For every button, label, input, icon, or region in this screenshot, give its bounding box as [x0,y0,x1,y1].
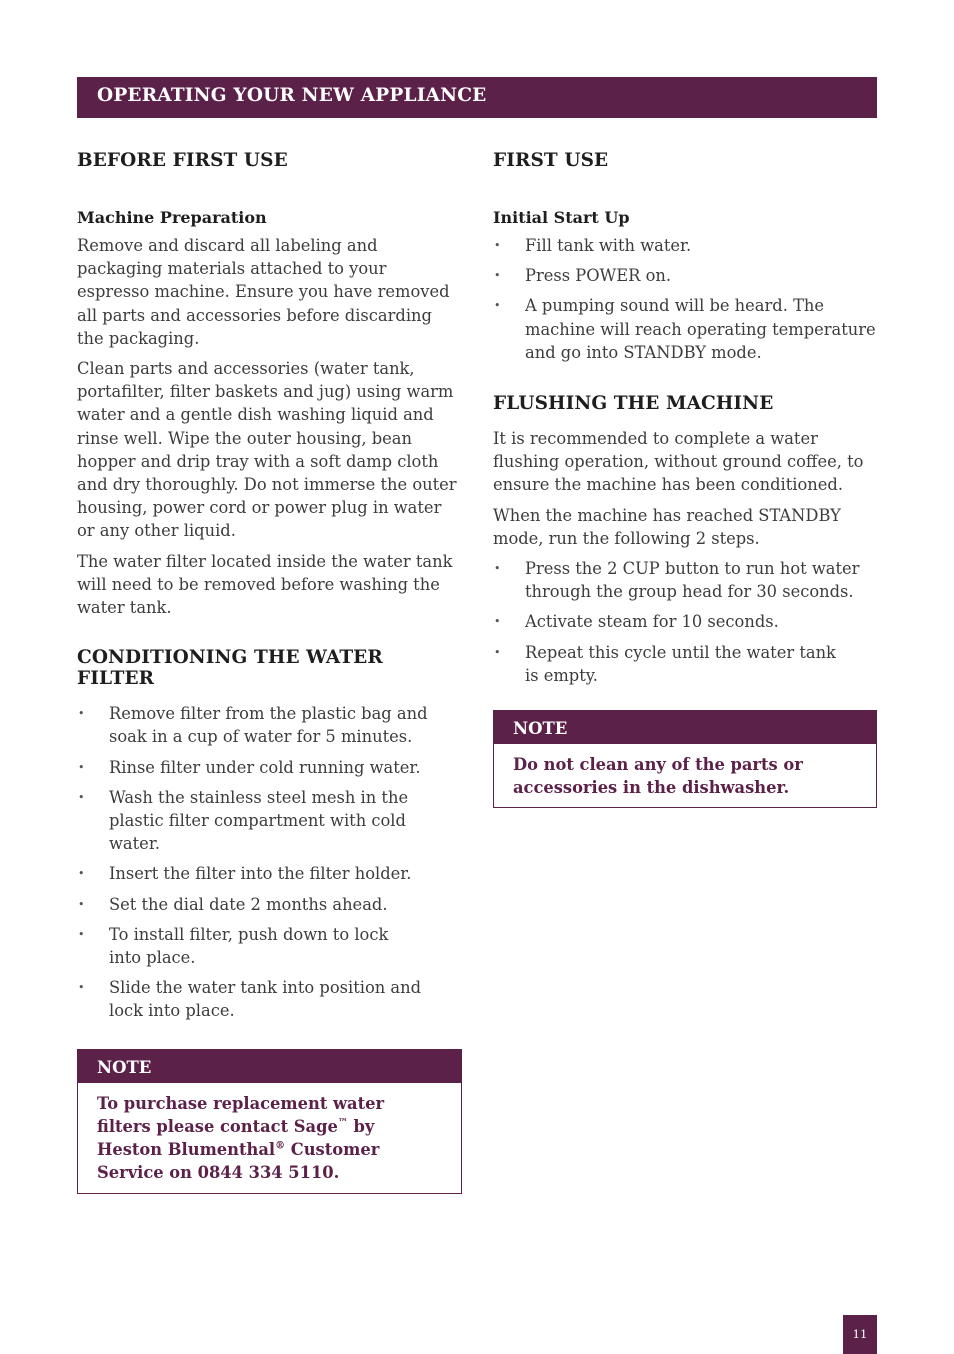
list-item: • Wash the stainless steel mesh in the plastic filter compartment with cold water. [77,786,419,856]
section-title: OPERATING YOUR NEW APPLIANCE [97,85,487,106]
list-item: • Repeat this cycle until the water tank is empty. [493,641,850,687]
list-item: • Insert the filter into the filter holder. [77,862,463,885]
note-box [77,1049,462,1194]
paragraph: Remove and discard all labeling and packaging materials attached to your espresso machine. Ensure you have removed all parts and accessories before discarding the packaging. [77,236,450,348]
trademark-symbol: ™ [337,1117,348,1129]
list-item: • Activate steam for 10 seconds. [493,610,879,633]
paragraph: Clean parts and accessories (water tank, portafilter, filter baskets and jug) using warm water and a gentle dish washing liquid and rinse well. Wipe the outer housing, bean hopper and drip tray with a soft damp cloth and dry thoroughly. Do not immerse the outer housing, power cord or power plug in water or any other liquid. [77,359,457,541]
flushing-list [493,557,879,687]
conditioning-list [77,702,463,1022]
list-item: • Remove filter from the plastic bag and soak in a cup of water for 5 minutes. [77,702,444,748]
list-item: • Press the 2 CUP button to run hot water through the group head for 30 seconds. [493,557,879,603]
note-body: Do not clean any of the parts or accessories in the dishwasher. [513,755,803,798]
initial-start-up-subheading: Initial Start Up [493,208,630,227]
conditioning-heading: CONDITIONING THE WATER FILTER [77,647,383,690]
list-item: • To install filter, push down to lock into place. [77,923,409,969]
list-item: • Rinse filter under cold running water. [77,756,463,779]
registered-symbol: ® [275,1140,286,1152]
note-text: Customer Service on 0844 334 5110. [97,1140,380,1183]
note-title: NOTE [78,1050,461,1083]
paragraph: It is recommended to complete a water flushing operation, without ground coffee, to ensure the machine has been conditioned. [493,429,864,495]
before-first-use-heading: BEFORE FIRST USE [77,150,288,171]
note-body [78,1083,461,1193]
list-item: • Fill tank with water. [493,234,879,257]
page-number: 11 [843,1315,877,1354]
right-column [493,150,879,808]
flushing-heading: FLUSHING THE MACHINE [493,393,774,415]
paragraph: The water filter located inside the water tank will need to be removed before washing the water tank. [77,551,453,618]
first-use-list [493,234,879,364]
list-item: • A pumping sound will be heard. The machine will reach operating temperature and go into STANDBY mode. [493,294,879,364]
machine-preparation-subheading: Machine Preparation [77,208,267,227]
note-box [493,710,877,808]
note-text: To purchase replacement water filters please contact Sage [97,1093,385,1136]
section-banner [77,77,877,118]
first-use-heading: FIRST USE [493,150,609,171]
note-text: by Heston Blumenthal [97,1116,375,1160]
paragraph: When the machine has reached STANDBY mode, run the following 2 steps. [493,505,841,548]
list-item: • Press POWER on. [493,264,879,287]
list-item: • Set the dial date 2 months ahead. [77,893,463,916]
left-column [77,150,463,1194]
note-title: NOTE [494,711,876,744]
list-item: • Slide the water tank into position and lock into place. [77,976,444,1022]
